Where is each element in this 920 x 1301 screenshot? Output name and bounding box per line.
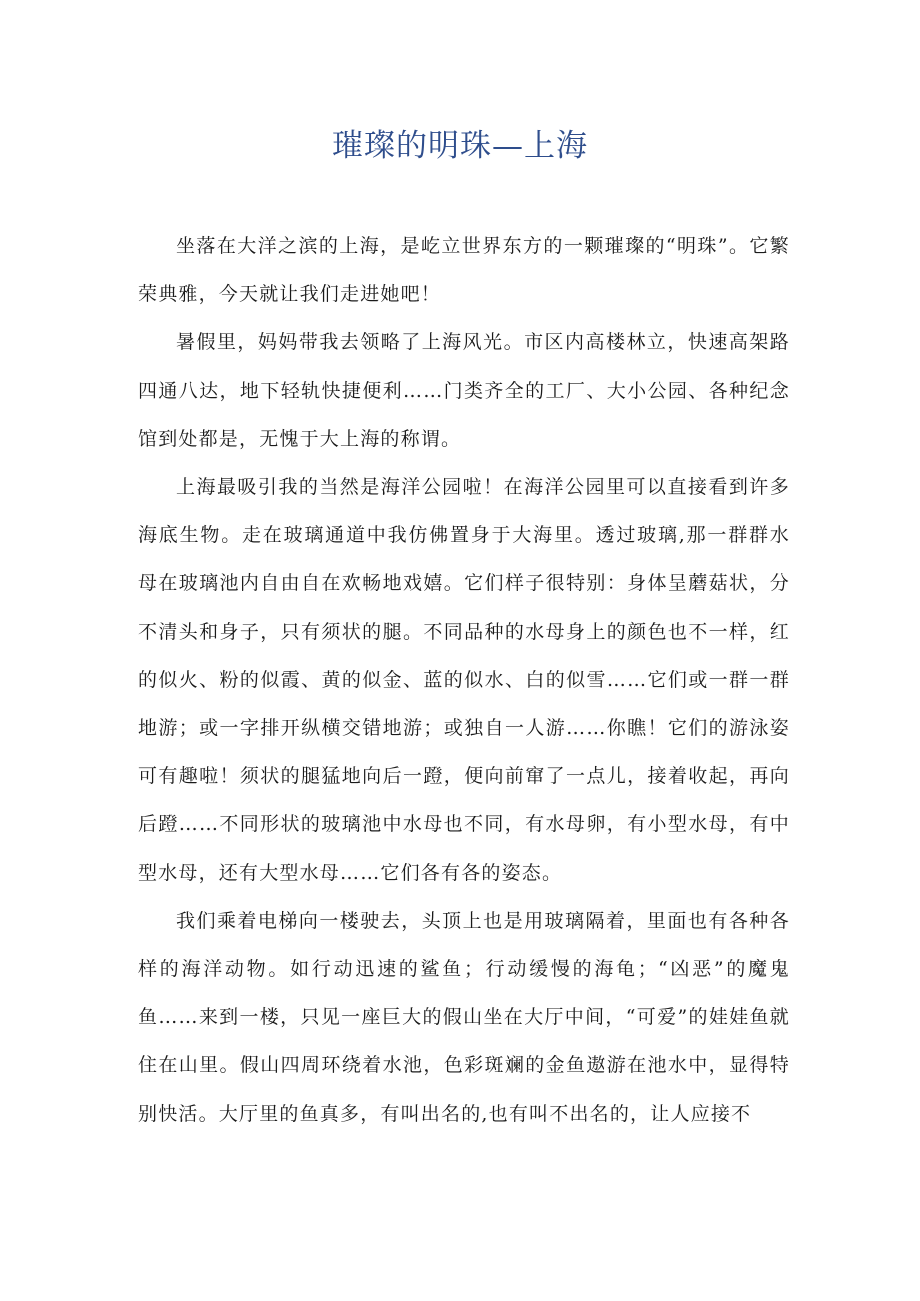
document-title: 璀璨的明珠—上海 <box>332 128 588 164</box>
paragraph: 坐落在大洋之滨的上海，是屹立世界东方的一颗璀璨的“明珠”。它繁荣典雅，今天就让我们走进她吧！ <box>138 235 790 306</box>
paragraph: 上海最吸引我的当然是海洋公园啦！在海洋公园里可以直接看到许多海底生物。走在玻璃通道中我仿佛置身于大海里。透过玻璃,那一群群水母在玻璃池内自由自在欢畅地戏嬉。它们样子很特别：身体呈蘑菇状，分不清头和身子，只有须状的腿。不同品种的水母身上的颜色也不一样，红的似火、粉的似霞、黄的似金、蓝的似水、白的似雪……它们或一群一群地游；或一字排开纵横交错地游；或独自一人游……你瞧！它们的游泳姿可有趣啦！须状的腿猛地向后一蹬，便向前窜了一点儿，接着收起，再向后蹬……不同形状的玻璃池中水母也不同，有水母卵，有小型水母，有中型水母，还有大型水母……它们各有各的姿态。 <box>138 476 790 884</box>
paragraph: 暑假里，妈妈带我去领略了上海风光。市区内高楼林立，快速高架路四通八达，地下轻轨快捷便利……门类齐全的工厂、大小公园、各种纪念馆到处都是，无愧于大上海的称谓。 <box>138 331 790 450</box>
paragraph: 我们乘着电梯向一楼驶去，头顶上也是用玻璃隔着，里面也有各种各样的海洋动物。如行动迅速的鲨鱼；行动缓慢的海龟；“凶恶”的魔鬼鱼……来到一楼，只见一座巨大的假山坐在大厅中间，“可爱”的娃娃鱼就住在山里。假山四周环绕着水池，色彩斑斓的金鱼遨游在池水中，显得特别快活。大厅里的鱼真多，有叫出名的,也有叫不出名的，让人应接不 <box>138 909 790 1125</box>
document-body <box>138 222 790 1138</box>
